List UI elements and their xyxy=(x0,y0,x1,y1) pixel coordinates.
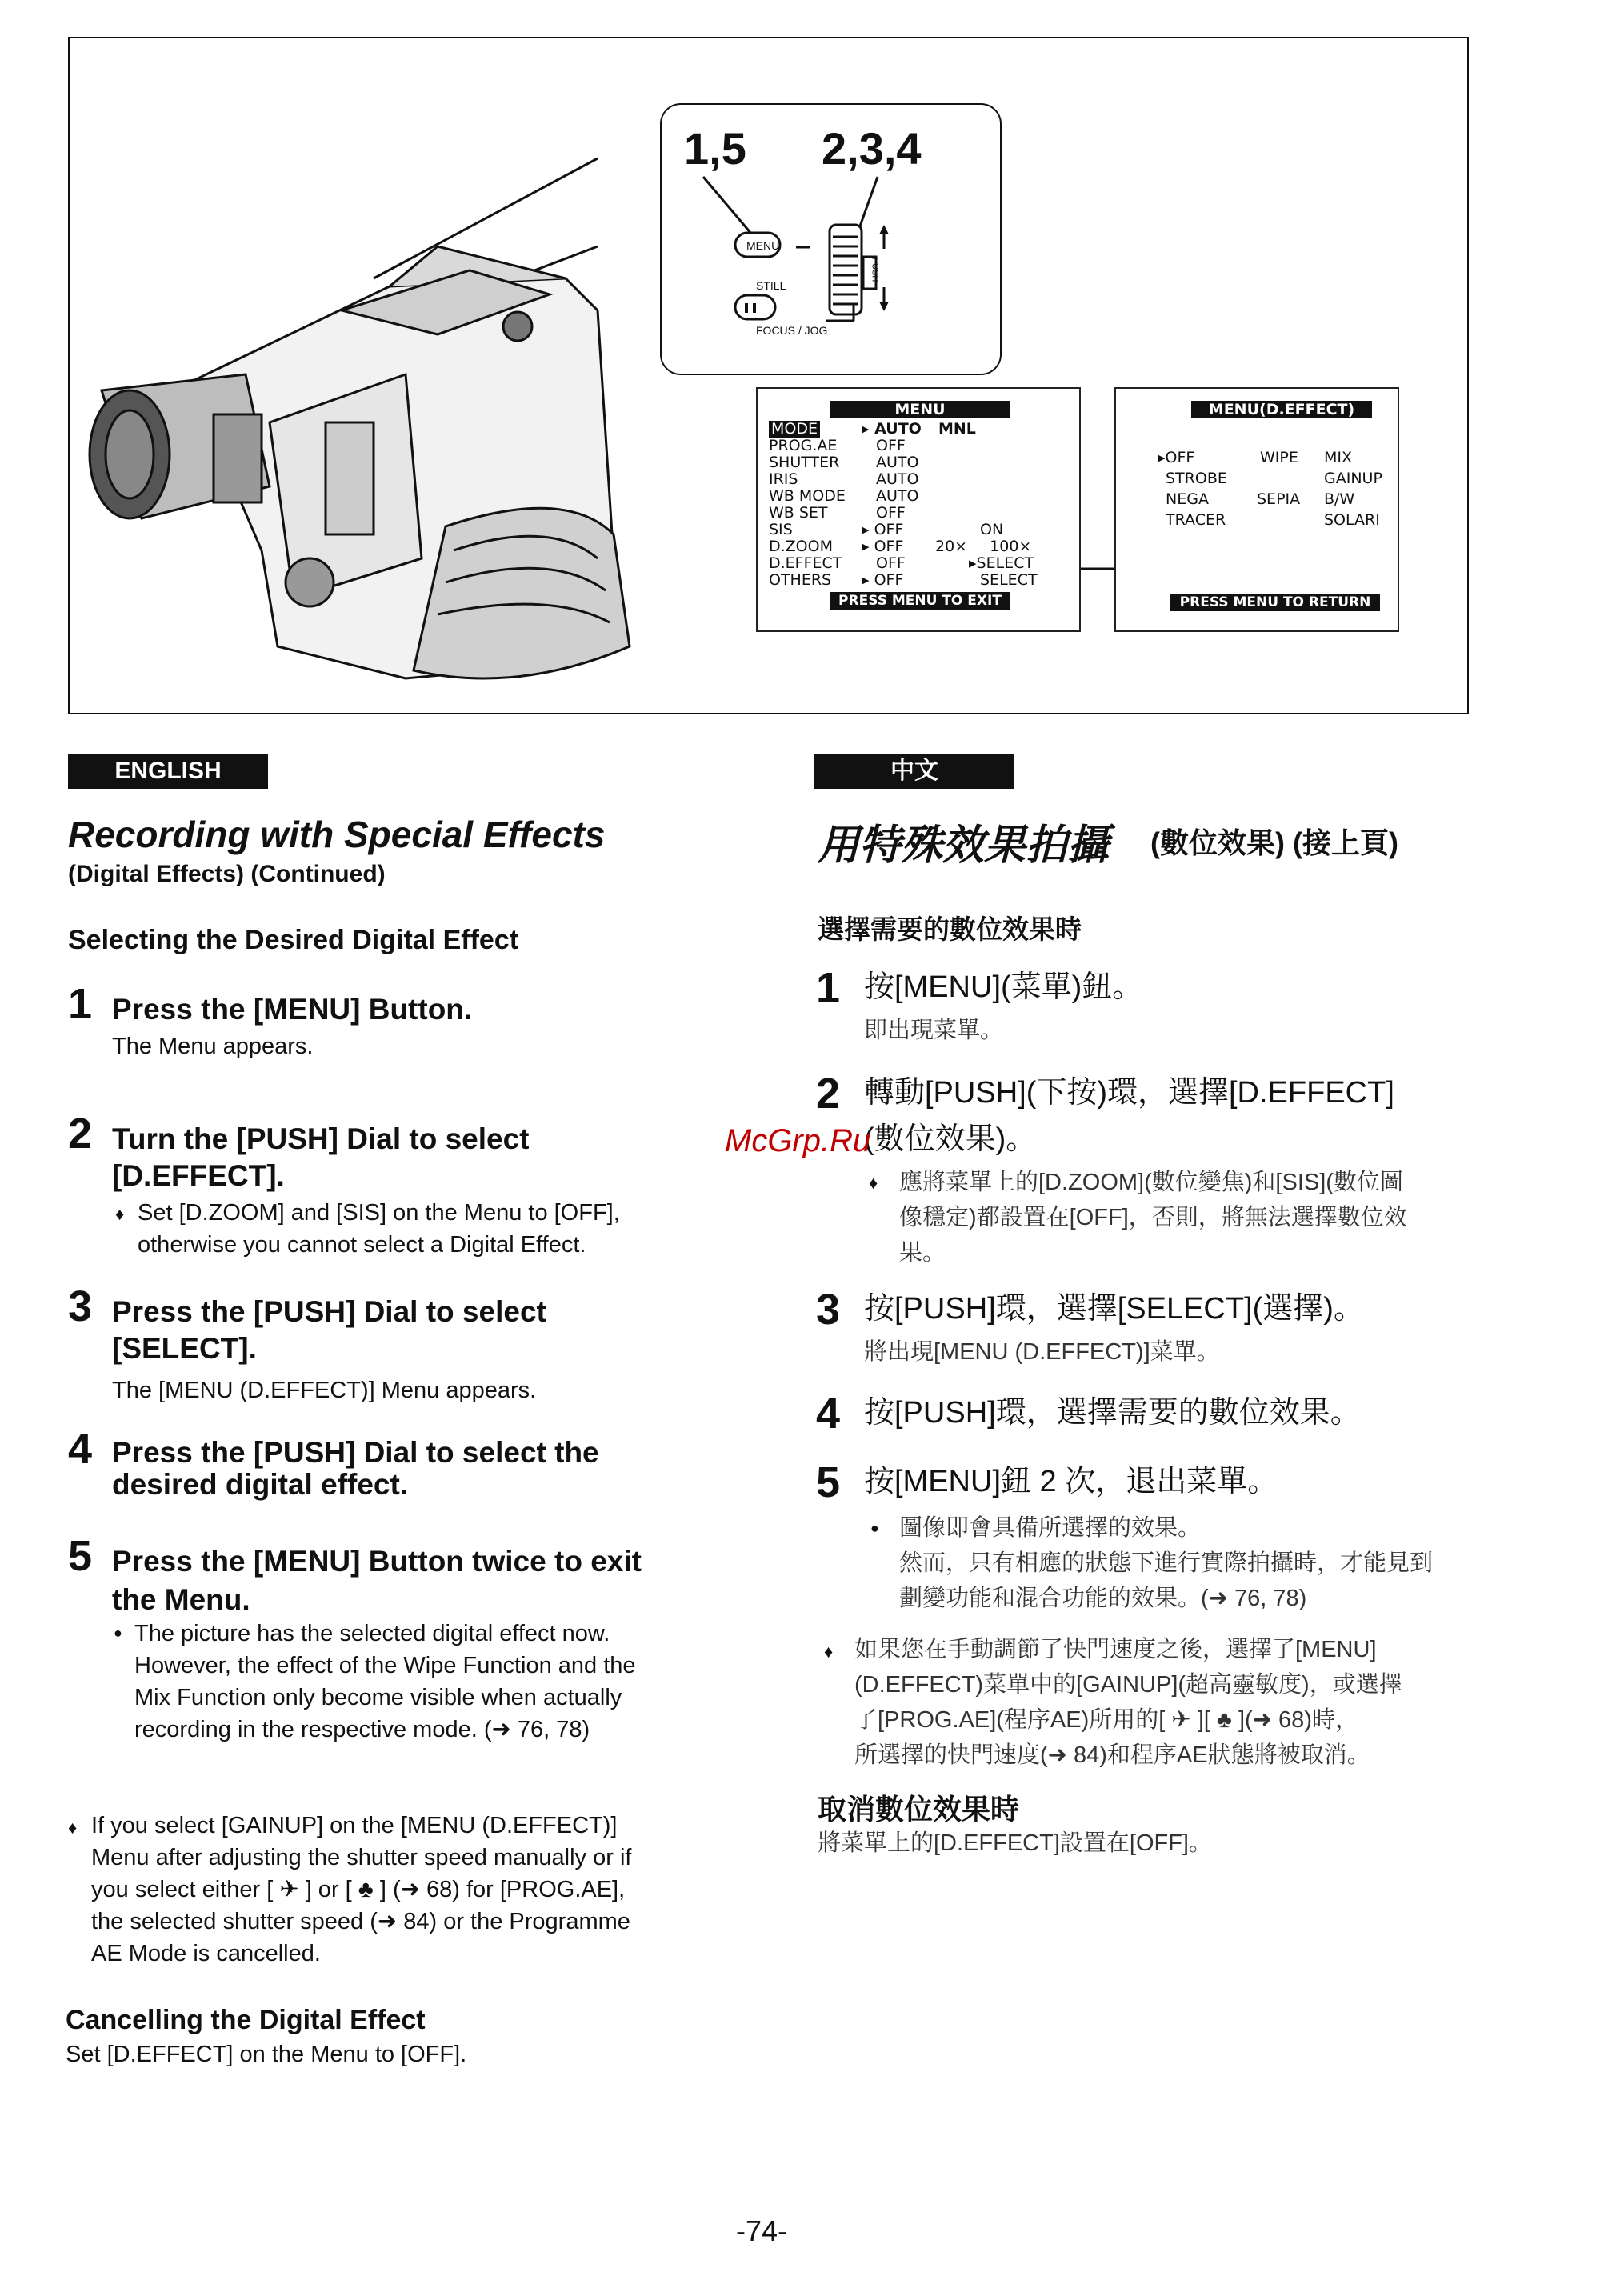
menu-header-mnl: MNL xyxy=(938,420,976,438)
chinese-note-line: 了[PROG.AE](程序AE)所用的[ ✈ ][ ♣ ](➜ 68)時， xyxy=(854,1707,1358,1733)
step-number: 4 xyxy=(816,1390,841,1438)
controls-callout xyxy=(660,103,1002,375)
chinese-note-line: 然而，只有相應的狀態下進行實際拍攝時，才能見到 xyxy=(899,1550,1434,1576)
step-title-cont: [D.EFFECT]. xyxy=(112,1159,285,1192)
step-body: The [MENU (D.EFFECT)] Menu appears. xyxy=(112,1378,537,1403)
menu-row-name: D.EFFECT xyxy=(769,554,842,572)
step-number: 2 xyxy=(816,1070,841,1118)
effect-option: MIX xyxy=(1324,449,1353,466)
menu-row-name: MODE xyxy=(769,421,820,438)
step-title-cont: the Menu. xyxy=(112,1583,250,1616)
menu-row-alt: 20× 100× xyxy=(935,538,1032,555)
chinese-note-line: (D.EFFECT)菜單中的[GAINUP](超高靈敏度)，或選擇 xyxy=(854,1672,1402,1698)
chinese-step: 按[PUSH]環，選擇[SELECT](選擇)。 xyxy=(864,1292,1364,1326)
effect-option: B/W xyxy=(1324,490,1355,508)
watermark: McGrp.Ru xyxy=(725,1123,871,1158)
menu-screen-title: MENU xyxy=(830,401,1010,418)
step-number: 5 xyxy=(68,1532,93,1580)
dot-bullet-icon: ● xyxy=(870,1520,879,1536)
effect-option: SEPIA xyxy=(1257,490,1301,508)
step-note-line: The picture has the selected digital effect now. xyxy=(134,1621,610,1646)
chinese-label: 中文 xyxy=(814,754,1014,789)
step-number: 5 xyxy=(816,1458,841,1506)
note-line: you select either [ ✈ ] or [ ♣ ] (➜ 68) for [PROG.AE], xyxy=(91,1877,626,1902)
d-effect-screen-footer: PRESS MENU TO RETURN xyxy=(1170,594,1380,611)
step-number: 4 xyxy=(68,1425,93,1473)
diamond-bullet-icon: ♦ xyxy=(869,1173,878,1193)
chinese-note-line: 圖像即會具備所選擇的效果。 xyxy=(899,1515,1202,1541)
note-line: Menu after adjusting the shutter speed manually or if xyxy=(91,1845,632,1870)
chinese-cancel-heading: 取消數位效果時 xyxy=(818,1793,1020,1826)
menu-row-value: AUTO xyxy=(876,470,919,488)
callout-label-2-3-4: 2,3,4 xyxy=(822,123,922,174)
menu-row-value: AUTO xyxy=(876,454,919,471)
step-note-line: recording in the respective mode. (➜ 76, 78) xyxy=(134,1717,590,1742)
effect-option: NEGA xyxy=(1166,490,1209,508)
chinese-note-line: 如果您在手動調節了快門速度之後，選擇了[MENU] xyxy=(854,1637,1377,1662)
effect-option: SOLARI xyxy=(1324,511,1380,529)
step-note-line: However, the effect of the Wipe Function and the xyxy=(134,1653,636,1678)
step-note-line: Mix Function only become visible when actually xyxy=(134,1685,622,1710)
step-number: 2 xyxy=(68,1110,93,1158)
chinese-title: 用特殊效果拍攝 xyxy=(818,822,1110,869)
page-subtitle: (Digital Effects) (Continued) xyxy=(68,861,386,887)
menu-row-name: SIS xyxy=(769,521,793,538)
cancel-heading: Cancelling the Digital Effect xyxy=(66,2005,426,2035)
menu-row-value: OFF xyxy=(876,437,906,454)
chinese-step-body: 即出現菜單。 xyxy=(864,1018,1004,1043)
controls-diagram xyxy=(662,105,1003,377)
page-number: -74- xyxy=(736,2214,788,2247)
chinese-step: 轉動[PUSH](下按)環，選擇[D.EFFECT] xyxy=(864,1076,1394,1110)
menu-row-value: ▸ OFF xyxy=(862,571,904,589)
menu-button: MENU xyxy=(746,239,780,252)
step-title-cont: [SELECT]. xyxy=(112,1332,257,1365)
step-title: Press the [MENU] Button twice to exit xyxy=(112,1545,642,1578)
section-heading: Selecting the Desired Digital Effect xyxy=(68,925,519,955)
menu-row-alt: ▸SELECT xyxy=(969,554,1034,572)
chinese-cancel-body: 將菜單上的[D.EFFECT]設置在[OFF]。 xyxy=(818,1830,1212,1856)
callout-label-1-5: 1,5 xyxy=(684,123,746,174)
menu-row-name: WB SET xyxy=(769,504,828,522)
menu-row-alt: ON xyxy=(980,521,1004,538)
chinese-subtitle: (數位效果) (接上頁) xyxy=(1150,826,1398,859)
english-label: ENGLISH xyxy=(68,754,268,789)
d-effect-screen-title: MENU(D.EFFECT) xyxy=(1191,401,1372,418)
d-effect-screen xyxy=(1114,387,1399,632)
chinese-step-cont: (數位效果)。 xyxy=(864,1122,1037,1156)
step-title: Press the [PUSH] Dial to select the xyxy=(112,1436,599,1469)
diamond-bullet-icon: ♦ xyxy=(68,1818,78,1838)
menu-row-name: WB MODE xyxy=(769,487,846,505)
step-number: 1 xyxy=(816,964,841,1012)
menu-row-name: SHUTTER xyxy=(769,454,840,471)
chinese-step-body: 將出現[MENU (D.EFFECT)]菜單。 xyxy=(864,1339,1220,1365)
menu-row-value: OFF xyxy=(876,554,906,572)
effect-option: GAINUP xyxy=(1324,470,1382,487)
menu-screen-footer: PRESS MENU TO EXIT xyxy=(830,592,1010,610)
step-body: The Menu appears. xyxy=(112,1034,314,1059)
menu-row-name: PROG.AE xyxy=(769,437,838,454)
step-title: Press the [PUSH] Dial to select xyxy=(112,1295,546,1328)
dot-bullet-icon: ● xyxy=(114,1625,122,1641)
chinese-step: 按[MENU](菜單)鈕。 xyxy=(864,970,1143,1004)
menu-row-name: IRIS xyxy=(769,470,798,488)
effect-option: ▸OFF xyxy=(1158,449,1195,466)
chinese-note-line: 劃變功能和混合功能的效果。(➜ 76, 78) xyxy=(899,1586,1307,1611)
cancel-body: Set [D.EFFECT] on the Menu to [OFF]. xyxy=(66,2042,467,2067)
step-body: otherwise you cannot select a Digital Effect. xyxy=(138,1232,586,1258)
step-body: Set [D.ZOOM] and [SIS] on the Menu to [OFF], xyxy=(138,1200,620,1226)
step-title: Turn the [PUSH] Dial to select xyxy=(112,1122,530,1155)
chinese-step: 按[MENU]鈕 2 次，退出菜單。 xyxy=(864,1465,1278,1498)
note-line: If you select [GAINUP] on the [MENU (D.EFFECT)] xyxy=(91,1813,618,1838)
menu-row-value: ▸ AUTO xyxy=(862,420,922,438)
note-line: AE Mode is cancelled. xyxy=(91,1941,321,1966)
menu-row-name: OTHERS xyxy=(769,571,832,589)
chinese-note-line: 像穩定)都設置在[OFF]，否則，將無法選擇數位效 xyxy=(899,1205,1407,1230)
menu-row-alt: SELECT xyxy=(980,571,1038,589)
still-label: STILL xyxy=(756,279,786,292)
effect-option: STROBE xyxy=(1166,470,1227,487)
effect-option: WIPE xyxy=(1260,449,1298,466)
menu-row-value: AUTO xyxy=(876,487,919,505)
note-line: the selected shutter speed (➜ 84) or the Programme xyxy=(91,1909,630,1934)
page-title: Recording with Special Effects xyxy=(68,814,606,855)
step-number: 3 xyxy=(816,1286,841,1334)
chinese-note-line: 應將菜單上的[D.ZOOM](數位變焦)和[SIS](數位圖 xyxy=(899,1170,1403,1195)
chinese-note-line: 果。 xyxy=(899,1240,946,1266)
chinese-step: 按[PUSH]環，選擇需要的數位效果。 xyxy=(864,1396,1361,1430)
diamond-bullet-icon: ♦ xyxy=(824,1642,834,1662)
diamond-bullet-icon: ♦ xyxy=(115,1204,125,1224)
menu-row-value: ▸ OFF xyxy=(862,521,904,538)
effect-option: TRACER xyxy=(1166,511,1226,529)
menu-row-value: ▸ OFF xyxy=(862,538,904,555)
step-number: 1 xyxy=(68,980,93,1028)
menu-screen xyxy=(756,387,1081,632)
push-label: PUSH xyxy=(870,257,880,282)
focus-jog-label: FOCUS / JOG xyxy=(756,324,828,337)
step-number: 3 xyxy=(68,1282,93,1330)
menu-row-value: OFF xyxy=(876,504,906,522)
illustration-frame xyxy=(68,37,1469,714)
menu-row-name: D.ZOOM xyxy=(769,538,833,555)
step-title: Press the [MENU] Button. xyxy=(112,993,473,1026)
chinese-section-heading: 選擇需要的數位效果時 xyxy=(818,914,1082,944)
chinese-note-line: 所選擇的快門速度(➜ 84)和程序AE狀態將被取消。 xyxy=(854,1742,1370,1768)
step-title-cont: desired digital effect. xyxy=(112,1468,409,1501)
